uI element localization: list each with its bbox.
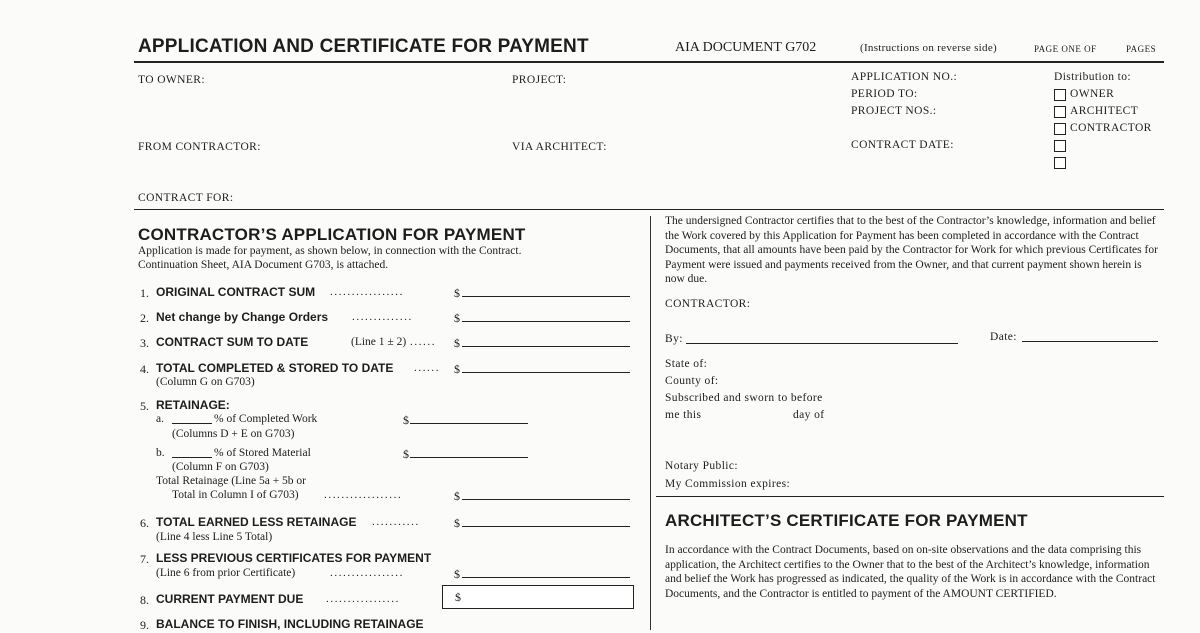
line-4-amount-field[interactable] bbox=[462, 372, 630, 373]
distribution-title: Distribution to: bbox=[1054, 71, 1132, 83]
instructions-note: (Instructions on reverse side) bbox=[860, 42, 997, 54]
line-8-label: CURRENT PAYMENT DUE bbox=[156, 592, 304, 606]
line-4-number: 4. bbox=[140, 362, 149, 376]
pages-label: PAGES bbox=[1126, 44, 1157, 54]
contractor-checkbox[interactable] bbox=[1054, 123, 1066, 135]
line-2-amount-field[interactable] bbox=[462, 321, 630, 322]
line-7-leader: ................. bbox=[330, 567, 404, 579]
line-5b-note: (Column F on G703) bbox=[172, 461, 269, 473]
line-9-number: 9. bbox=[140, 618, 149, 632]
application-no-label: APPLICATION NO.: bbox=[851, 71, 958, 83]
line-5b-label: % of Stored Material bbox=[214, 447, 311, 459]
line-4-leader: ...... bbox=[414, 362, 441, 374]
line-7-number: 7. bbox=[140, 552, 149, 566]
line-5a-prefix: a. bbox=[156, 413, 164, 425]
owner-checkbox-label: OWNER bbox=[1070, 88, 1115, 100]
line-5-total-label-1: Total Retainage (Line 5a + 5b or bbox=[156, 475, 307, 487]
line-1-dollar: $ bbox=[454, 286, 460, 300]
line-5a-note: (Columns D + E on G703) bbox=[172, 428, 295, 440]
line-5-total-amount-field[interactable] bbox=[462, 499, 630, 500]
period-to-label: PERIOD TO: bbox=[851, 88, 918, 100]
date-field[interactable] bbox=[1022, 341, 1158, 342]
date-label: Date: bbox=[990, 331, 1017, 343]
line-5b-amount-field[interactable] bbox=[410, 457, 528, 458]
county-of-label: County of: bbox=[665, 375, 719, 387]
line-4-dollar: $ bbox=[454, 362, 460, 376]
blank-checkbox-2[interactable] bbox=[1054, 157, 1066, 169]
line-3-number: 3. bbox=[140, 336, 149, 350]
line-8-leader: ................. bbox=[326, 593, 400, 605]
contractor-application-title: CONTRACTOR’S APPLICATION FOR PAYMENT bbox=[138, 225, 526, 244]
from-contractor-label: FROM CONTRACTOR: bbox=[138, 141, 261, 153]
line-2-label: Net change by Change Orders bbox=[156, 310, 329, 324]
blank-checkbox-1[interactable] bbox=[1054, 140, 1066, 152]
to-owner-label: TO OWNER: bbox=[138, 74, 205, 86]
signature-field[interactable] bbox=[686, 343, 958, 344]
line-4-label: TOTAL COMPLETED & STORED TO DATE bbox=[156, 361, 394, 375]
line-7-note: (Line 6 from prior Certificate) bbox=[156, 567, 296, 579]
me-this-label: me this bbox=[665, 409, 702, 421]
architect-certificate-text: In accordance with the Contract Documents, based on on-site observations and the data comprising this application, the Architect certifies to the Owner that to the best of the Architect’s knowledge, information and belief the Work has progressed as indicated, the quality of the Work is in accordance with the Contract Documents, and the Contractor is entitled to payment of the AMOUNT CERTIFIED. bbox=[665, 544, 1156, 600]
notary-public-label: Notary Public: bbox=[665, 460, 738, 472]
owner-checkbox[interactable] bbox=[1054, 89, 1066, 101]
line-7-amount-field[interactable] bbox=[462, 577, 630, 578]
header-rule bbox=[134, 61, 1164, 63]
line-7-dollar: $ bbox=[454, 567, 460, 581]
line-6-number: 6. bbox=[140, 516, 149, 530]
contractor-label: CONTRACTOR: bbox=[665, 298, 751, 310]
line-1-number: 1. bbox=[140, 286, 149, 300]
line-2-dollar: $ bbox=[454, 311, 460, 325]
architect-certificate-title: ARCHITECT’S CERTIFICATE FOR PAYMENT bbox=[665, 511, 1028, 530]
line-1-label: ORIGINAL CONTRACT SUM bbox=[156, 285, 316, 299]
line-7-label: LESS PREVIOUS CERTIFICATES FOR PAYMENT bbox=[156, 551, 432, 565]
line-1-leader: ................. bbox=[330, 286, 404, 298]
line-3-note: (Line 1 ± 2) bbox=[351, 336, 407, 348]
contract-date-label: CONTRACT DATE: bbox=[851, 139, 954, 151]
line-5a-percent-field[interactable] bbox=[172, 423, 212, 424]
line-5-total-leader: .................. bbox=[324, 489, 403, 501]
line-6-dollar: $ bbox=[454, 516, 460, 530]
line-9-label: BALANCE TO FINISH, INCLUDING RETAINAGE bbox=[156, 617, 424, 631]
line-5-label: RETAINAGE: bbox=[156, 398, 230, 412]
line-5b-percent-field[interactable] bbox=[172, 457, 212, 458]
certification-rule bbox=[656, 496, 1164, 497]
line-5b-prefix: b. bbox=[156, 447, 165, 459]
column-divider bbox=[650, 216, 651, 630]
line-3-label: CONTRACT SUM TO DATE bbox=[156, 335, 309, 349]
via-architect-label: VIA ARCHITECT: bbox=[512, 141, 607, 153]
commission-expires-label: My Commission expires: bbox=[665, 478, 791, 490]
application-intro-1: Application is made for payment, as shown below, in connection with the Contract. bbox=[138, 245, 522, 257]
contractor-certification-text: The undersigned Contractor certifies that to the best of the Contractor’s knowledge, information and belief the Work covered by this Application for Payment has been completed in accordance with the Contract Documents, that all amounts have been paid by the Contractor for Work for which previous Certificates for Payment were issued and payments received from the Owner, and that current payment shown herein is now due. bbox=[665, 215, 1158, 286]
contract-for-label: CONTRACT FOR: bbox=[138, 192, 234, 204]
subscribed-label: Subscribed and sworn to before bbox=[665, 392, 823, 404]
by-label: By: bbox=[665, 333, 683, 345]
line-3-dollar: $ bbox=[454, 336, 460, 350]
line-8-dollar: $ bbox=[455, 590, 461, 604]
line-6-label: TOTAL EARNED LESS RETAINAGE bbox=[156, 515, 357, 529]
project-label: PROJECT: bbox=[512, 74, 567, 86]
line-5b-dollar: $ bbox=[403, 447, 409, 461]
form-title: APPLICATION AND CERTIFICATE FOR PAYMENT bbox=[138, 36, 589, 57]
line-5a-label: % of Completed Work bbox=[214, 413, 318, 425]
contractor-checkbox-label: CONTRACTOR bbox=[1070, 122, 1152, 134]
line-4-note: (Column G on G703) bbox=[156, 376, 255, 388]
line-2-number: 2. bbox=[140, 311, 149, 325]
state-of-label: State of: bbox=[665, 358, 708, 370]
line-6-amount-field[interactable] bbox=[462, 526, 630, 527]
line-5-number: 5. bbox=[140, 399, 149, 413]
line-5a-dollar: $ bbox=[403, 413, 409, 427]
section-rule bbox=[134, 209, 1164, 210]
day-of-label: day of bbox=[793, 409, 825, 421]
architect-checkbox[interactable] bbox=[1054, 106, 1066, 118]
line-2-leader: .............. bbox=[352, 311, 413, 323]
architect-checkbox-label: ARCHITECT bbox=[1070, 105, 1139, 117]
document-name: AIA DOCUMENT G702 bbox=[675, 40, 817, 55]
application-intro-2: Continuation Sheet, AIA Document G703, is attached. bbox=[138, 259, 389, 271]
project-nos-label: PROJECT NOS.: bbox=[851, 105, 937, 117]
line-3-leader: ...... bbox=[410, 336, 437, 348]
line-6-note: (Line 4 less Line 5 Total) bbox=[156, 531, 273, 543]
page-one-of-label: PAGE ONE OF bbox=[1034, 44, 1097, 54]
line-5-total-label-2: Total in Column I of G703) bbox=[172, 489, 299, 501]
line-1-amount-field[interactable] bbox=[462, 296, 630, 297]
line-8-number: 8. bbox=[140, 593, 149, 607]
current-payment-due-box[interactable] bbox=[442, 585, 634, 609]
line-5-total-dollar: $ bbox=[454, 489, 460, 503]
line-6-leader: ........... bbox=[372, 516, 420, 528]
line-5a-amount-field[interactable] bbox=[410, 423, 528, 424]
line-3-amount-field[interactable] bbox=[462, 346, 630, 347]
